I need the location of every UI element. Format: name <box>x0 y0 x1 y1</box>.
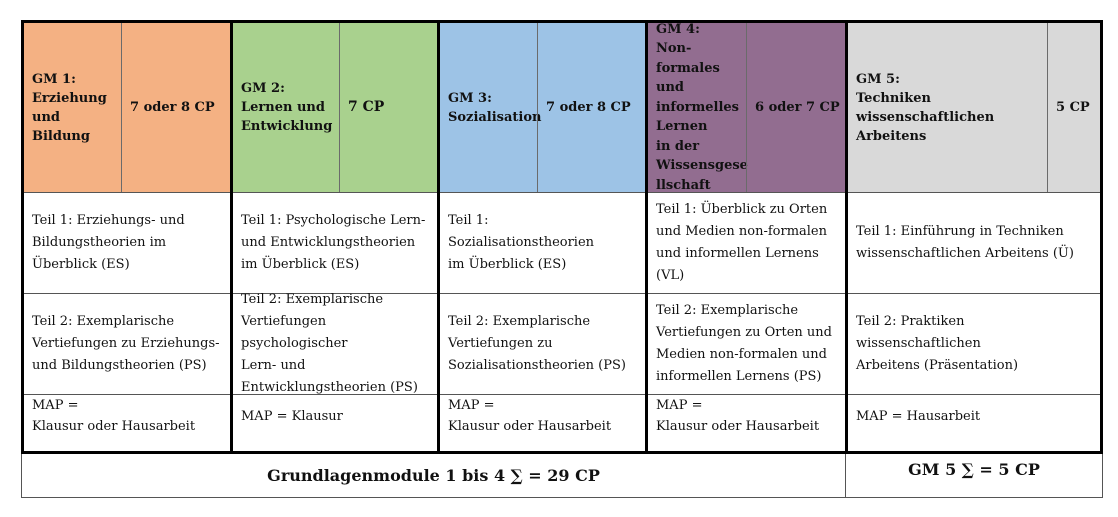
module-column-gm5 <box>845 23 1100 451</box>
text-line: Überblick (ES) <box>32 257 130 272</box>
teil1-cell <box>648 193 845 294</box>
text-line: Teil 2: Exemplarische <box>241 292 384 307</box>
text-line: im Überblick (ES) <box>241 257 360 272</box>
map-cell <box>24 395 230 451</box>
module-title <box>233 23 339 192</box>
text-line: Lern- und <box>241 358 306 373</box>
text-line: (VL) <box>656 268 685 283</box>
teil1-cell <box>233 193 437 294</box>
module-cp: 7 CP <box>339 23 437 192</box>
text-line: informelles <box>656 99 739 115</box>
text-line: Teil 1: Einführung in Techniken <box>856 224 1064 239</box>
text-line: Lernen <box>656 119 708 135</box>
text-line: Entwicklungstheorien (PS) <box>241 380 418 395</box>
module-title <box>848 23 1047 192</box>
text-line: Teil 2: Exemplarische <box>656 303 799 318</box>
sum-row <box>21 454 1103 498</box>
text-line: in der <box>656 138 700 154</box>
text-line: Sozialisationstheorien (PS) <box>448 358 626 373</box>
text-line: Teil 1: Psychologische Lern- <box>241 213 426 228</box>
text-line: GM 5: <box>856 71 900 87</box>
text-line: Vertiefungen psychologischer <box>241 314 348 351</box>
text-line: Vertiefungen zu Erziehungs- <box>32 336 220 351</box>
text-line: Teil 2: Praktiken wissenschaftlichen <box>856 314 981 351</box>
text-line: Sozialisation <box>448 109 542 125</box>
text-line: im Überblick (ES) <box>448 257 567 272</box>
module-title <box>24 23 121 192</box>
module-title <box>648 23 746 192</box>
module-column-gm4 <box>645 23 845 451</box>
text-line: formales <box>656 60 720 76</box>
teil1-cell <box>440 193 645 294</box>
text-line: wissenschaftlichen Arbeitens (Ü) <box>856 246 1074 261</box>
text-line: llschaft <box>656 177 711 193</box>
text-line: MAP = Hausarbeit <box>856 409 981 424</box>
text-line: Erziehung <box>32 90 107 106</box>
module-title <box>440 23 542 192</box>
module-cp: 5 CP <box>1047 23 1100 192</box>
teil1-cell <box>24 193 230 294</box>
map-cell <box>648 395 845 451</box>
text-line: Vertiefungen zu Orten und <box>656 325 832 340</box>
module-header-gm2 <box>233 23 437 193</box>
text-line: MAP = Klausur <box>241 409 343 424</box>
text-line: Klausur oder Hausarbeit <box>448 419 612 434</box>
module-cp: 7 oder 8 CP <box>121 23 230 192</box>
text-line: Klausur oder Hausarbeit <box>32 419 196 434</box>
text-line: GM 3: <box>448 90 492 106</box>
teil2-cell <box>24 294 230 395</box>
text-line: Lernen und <box>241 100 325 115</box>
text-line: Teil 2: Exemplarische <box>32 314 175 329</box>
text-line: MAP = <box>32 398 79 413</box>
text-line: Teil 1: Erziehungs- und <box>32 213 185 228</box>
map-cell <box>848 395 1100 451</box>
text-line: und Medien non-formalen <box>656 224 827 239</box>
text-line: MAP = <box>448 398 495 413</box>
text-line: und informellen Lernens <box>656 246 819 261</box>
text-line: Klausur oder Hausarbeit <box>656 419 820 434</box>
text-line: und Entwicklungstheorien <box>241 235 416 250</box>
text-line: GM 2: <box>241 81 285 96</box>
text-line: GM 4: <box>656 21 700 37</box>
map-cell <box>233 395 437 451</box>
module-table <box>21 20 1103 498</box>
text-line: Arbeitens (Präsentation) <box>856 358 1019 373</box>
map-cell <box>440 395 645 451</box>
text-line: und <box>656 80 684 96</box>
text-line: Bildungstheorien im <box>32 235 167 250</box>
teil1-cell <box>848 193 1100 294</box>
text-line: Teil 1: Überblick zu Orten <box>656 202 828 217</box>
text-line: GM 1: <box>32 71 76 87</box>
text-line: Arbeitens <box>856 128 927 144</box>
text-line: wissenschaftlichen <box>856 109 995 125</box>
text-line: informellen Lernens (PS) <box>656 369 822 384</box>
module-header-gm5 <box>848 23 1100 193</box>
text-line: Teil 2: Exemplarische <box>448 314 591 329</box>
text-line: Non- <box>656 41 692 57</box>
teil2-cell <box>440 294 645 395</box>
teil2-cell <box>848 294 1100 395</box>
module-column-gm1 <box>24 23 230 451</box>
module-cp: 7 oder 8 CP <box>537 23 645 192</box>
module-column-gm3 <box>437 23 645 451</box>
module-header-gm3 <box>440 23 645 193</box>
module-header-gm1 <box>24 23 230 193</box>
text-line: MAP = <box>656 398 703 413</box>
text-line: Vertiefungen zu <box>448 336 553 351</box>
text-line: Entwicklung <box>241 119 333 134</box>
sum-gm5: GM 5 ∑ = 5 CP <box>845 454 1102 497</box>
text-line: Teil 1: Sozialisationstheorien <box>448 213 595 250</box>
module-grid <box>21 20 1103 454</box>
sum-gm1-4: Grundlagenmodule 1 bis 4 ∑ = 29 CP <box>267 466 600 485</box>
text-line: und Bildung <box>32 109 90 144</box>
text-line: Wissensgese <box>656 158 748 174</box>
text-line: Medien non-formalen und <box>656 347 827 362</box>
teil2-cell <box>233 294 437 395</box>
text-line: und Bildungstheorien (PS) <box>32 358 207 373</box>
module-cp: 6 oder 7 CP <box>746 23 845 192</box>
teil2-cell <box>648 294 845 395</box>
text-line: Techniken <box>856 90 931 106</box>
module-header-gm4 <box>648 23 845 193</box>
module-column-gm2 <box>230 23 437 451</box>
